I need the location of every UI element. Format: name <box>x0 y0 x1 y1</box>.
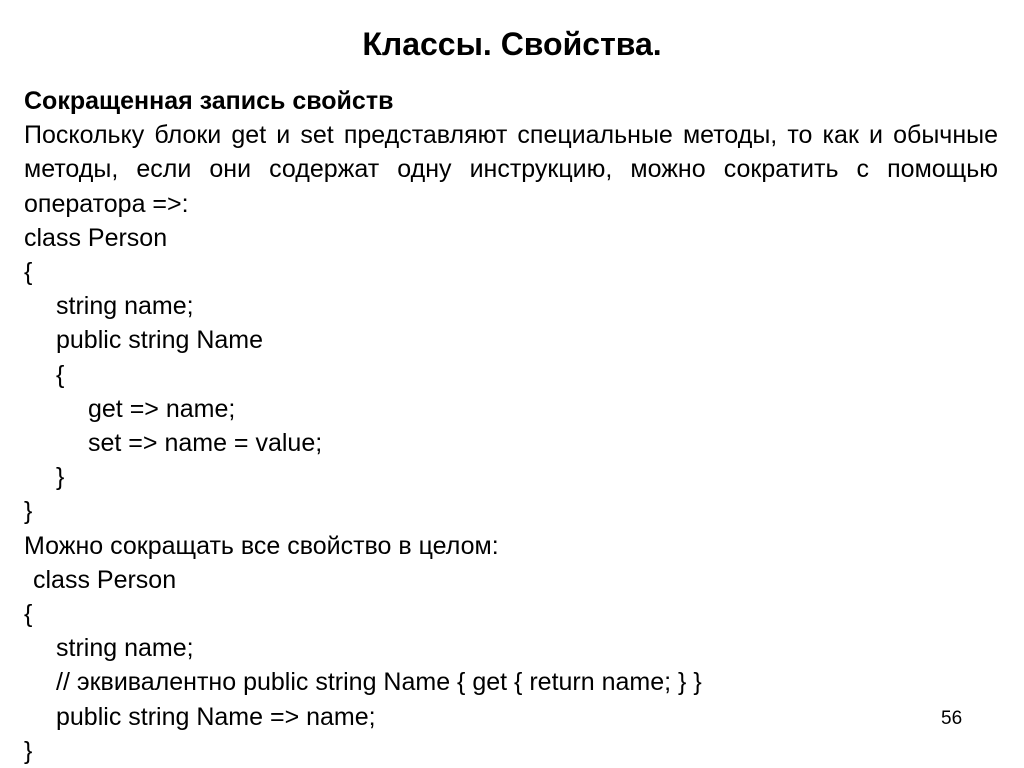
code-line: public string Name <box>56 326 264 355</box>
code-comment-line: // эквивалентно public string Name { get { return name; } } <box>56 668 702 697</box>
slide-body <box>24 84 998 768</box>
code-line: } <box>56 463 65 492</box>
code-line: { <box>56 360 65 389</box>
code-line: { <box>24 258 33 287</box>
code-line: } <box>24 736 33 765</box>
code-line: public string Name => name; <box>56 702 376 731</box>
code-line: set => name = value; <box>88 429 323 458</box>
code-line: get => name; <box>88 394 236 423</box>
code-line: { <box>24 600 33 629</box>
code-line: } <box>24 497 33 526</box>
code-block-1 <box>24 221 998 529</box>
code-line: class Person <box>24 223 168 252</box>
code-line: string name; <box>56 634 194 663</box>
code-line: class Person <box>33 565 177 594</box>
slide-title: Классы. Свойства. <box>362 26 662 62</box>
intro-paragraph: Поскольку блоки get и set представляют специальные методы, то как и обычные методы, если они содержат одну инструкцию, можно сократить с помощью оператора =>: <box>24 121 998 218</box>
code-block-2 <box>24 563 998 768</box>
code-line: string name; <box>56 292 194 321</box>
page-number: 56 <box>941 708 963 729</box>
middle-text: Можно сокращать все свойство в целом: <box>24 531 499 560</box>
subheading: Сокращенная запись свойств <box>24 87 394 115</box>
